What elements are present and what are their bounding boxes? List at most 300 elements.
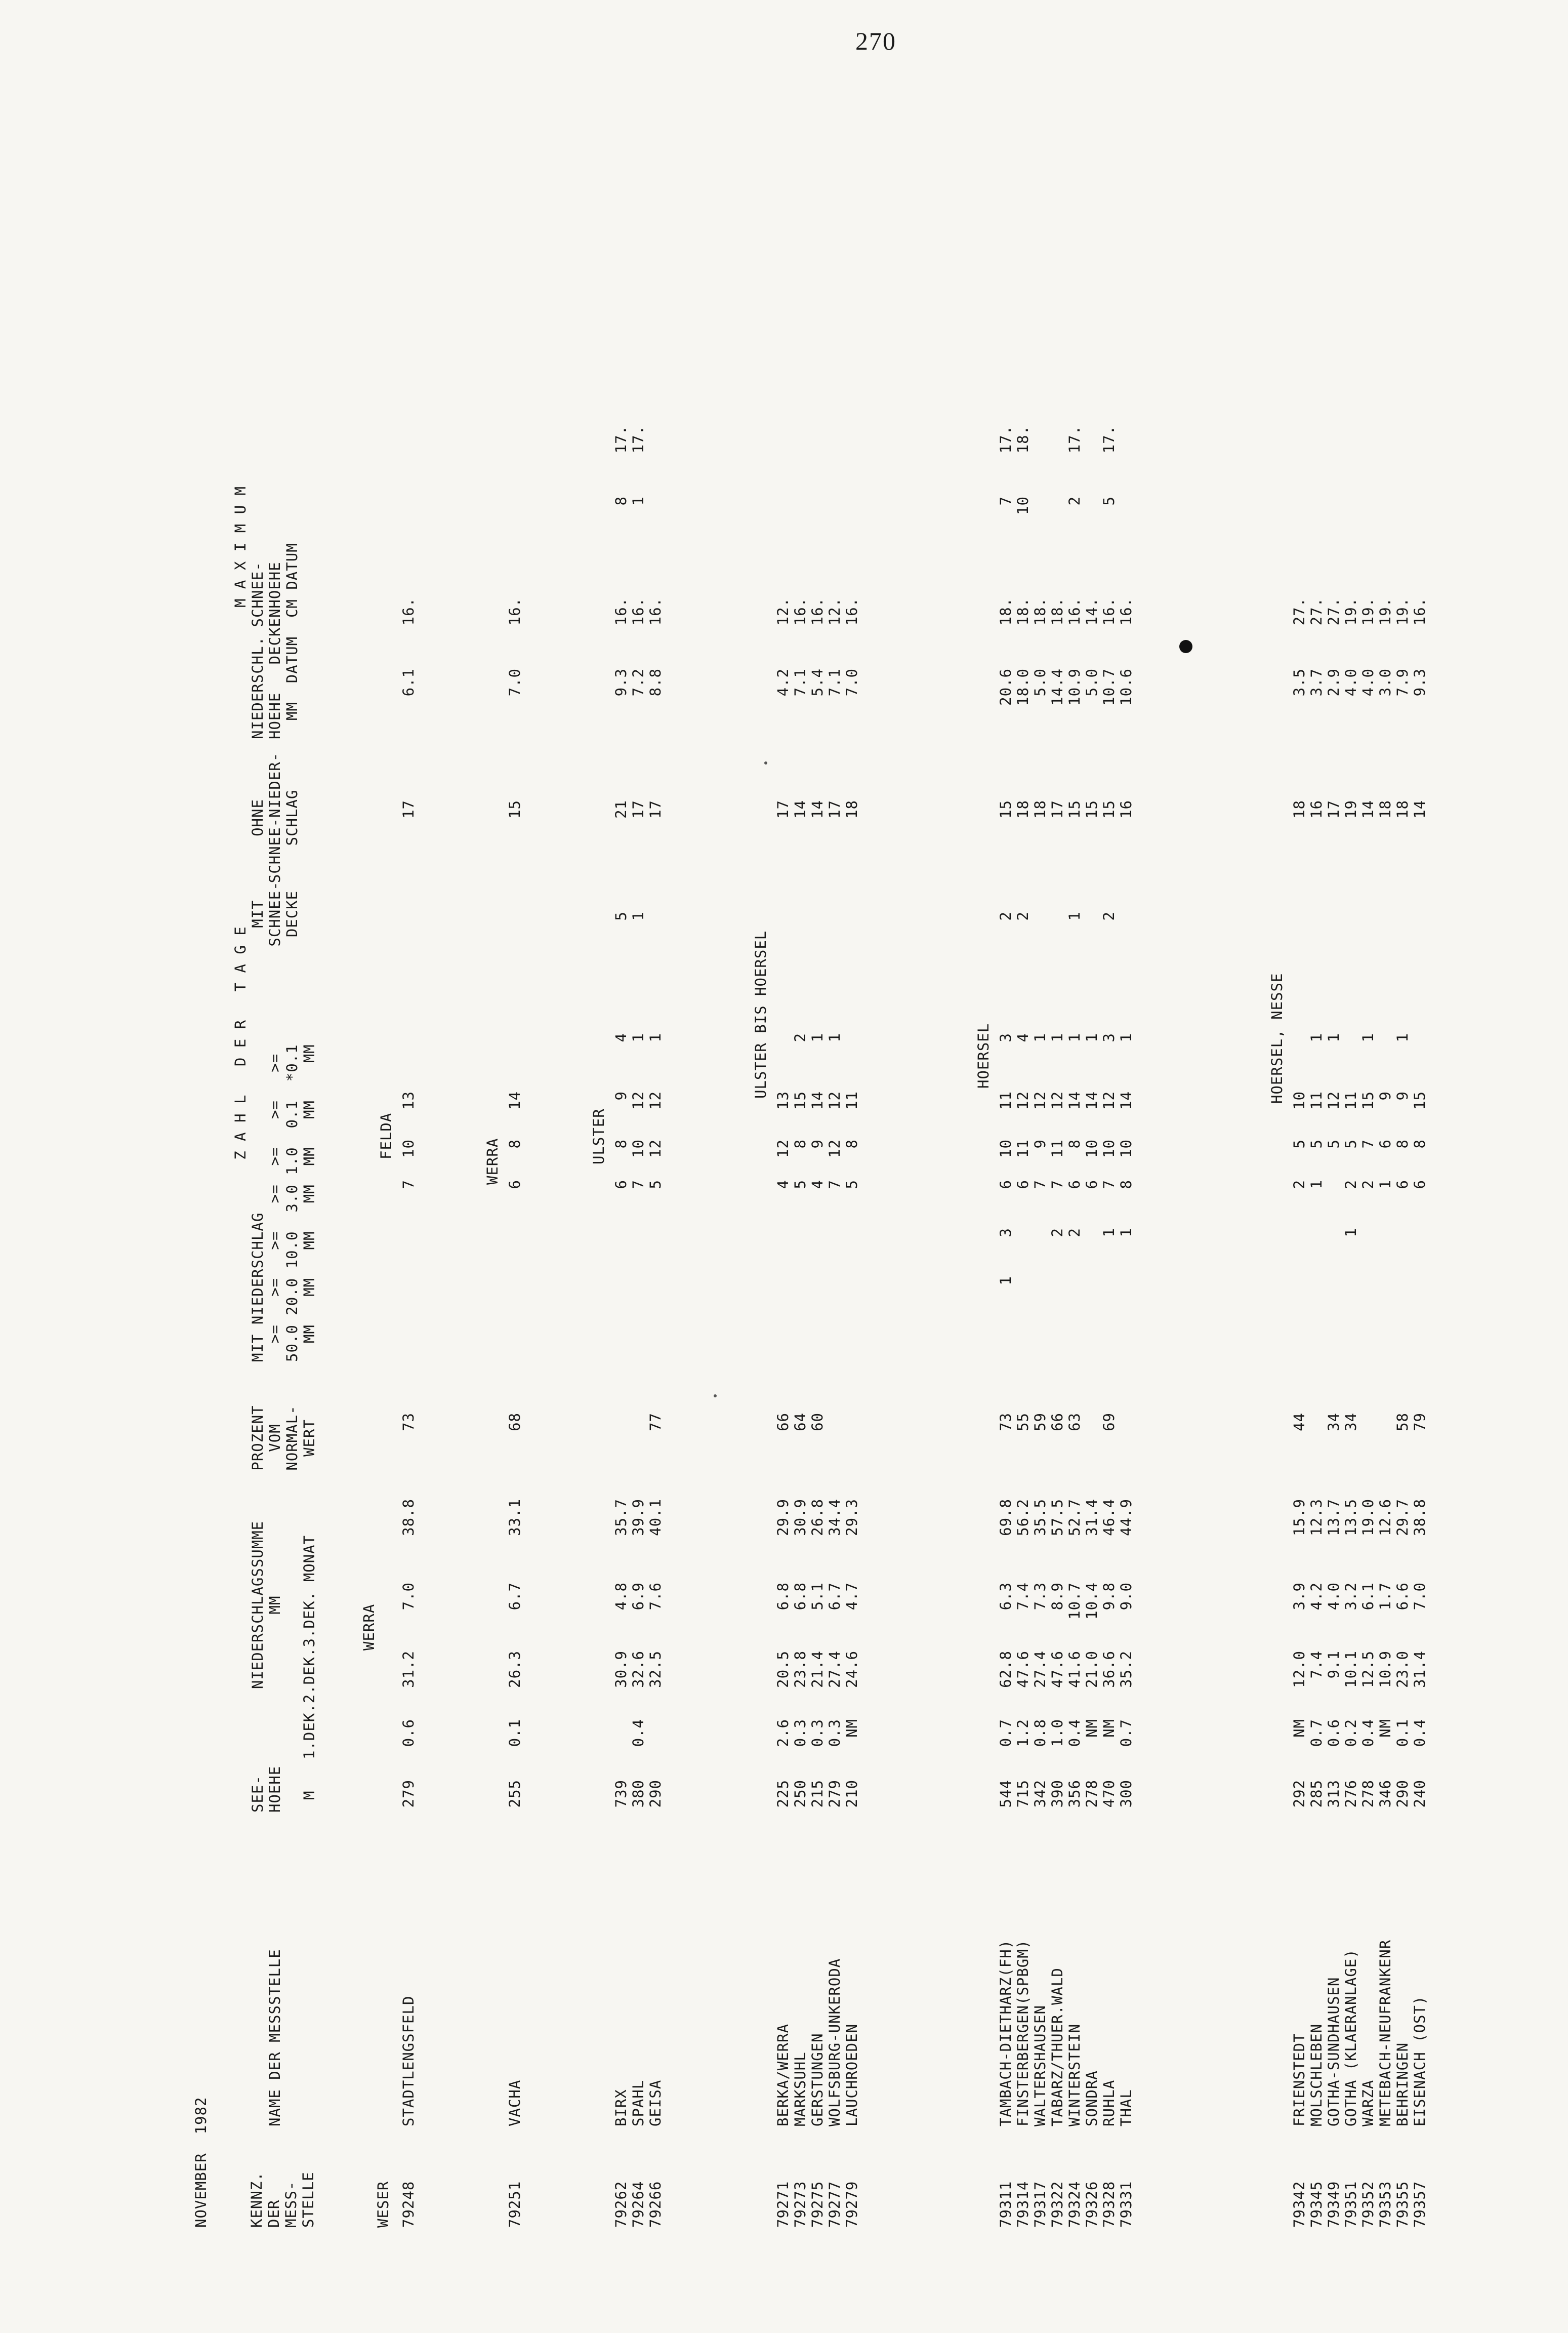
cell-hoehe: 544 <box>997 1780 1014 1808</box>
cell-d1: 0.6 <box>1325 1719 1342 1747</box>
cell-gs: 1 <box>1325 1033 1342 1042</box>
cell-name: EISENACH (OST) <box>1411 1995 1428 2126</box>
cell-name: BIRX <box>612 2089 630 2126</box>
cell-sdd: 17. <box>612 425 630 454</box>
rotated-data-table <box>157 228 1428 2233</box>
cell-ohne: 14 <box>809 800 826 819</box>
cell-prozent: 44 <box>1291 1413 1308 1431</box>
cell-g3: 7 <box>400 1180 417 1189</box>
cell-gs: 4 <box>1014 1033 1031 1042</box>
cell-g1: 8 <box>1066 1139 1083 1149</box>
cell-d1: 0.1 <box>506 1719 523 1747</box>
cell-maxmm: 3.5 <box>1291 668 1308 697</box>
cell-d3: 6.3 <box>997 1582 1014 1611</box>
cell-maxmm: 5.4 <box>809 668 826 697</box>
cell-g01: 9 <box>1394 1091 1411 1101</box>
cell-d1: 0.4 <box>1411 1719 1428 1747</box>
cell-g1: 8 <box>1394 1139 1411 1149</box>
cell-sdd: 17. <box>997 425 1014 454</box>
cell-maxmm: 7.9 <box>1394 668 1411 697</box>
scan-speck <box>764 761 767 765</box>
cell-maxd: 16. <box>1066 597 1083 626</box>
cell-prozent: 59 <box>1031 1413 1049 1431</box>
cell-d2: 24.6 <box>843 1651 860 1688</box>
cell-d3: 6.8 <box>774 1582 792 1611</box>
cell-g1: 10 <box>1100 1139 1118 1158</box>
cell-gs: 1 <box>1049 1033 1066 1042</box>
cell-id: 79342 <box>1291 2181 1308 2228</box>
cell-name: BERKA/WERRA <box>774 2023 792 2126</box>
cell-gs: 1 <box>1308 1033 1325 1042</box>
cell-gs: 3 <box>1100 1033 1118 1042</box>
cell-monat: 13.7 <box>1325 1499 1342 1536</box>
header-ohne: OHNE SCHNEE-NIEDER- SCHLAG <box>249 752 301 883</box>
cell-d3: 7.6 <box>647 1582 664 1611</box>
cell-maxd: 27. <box>1291 597 1308 626</box>
section-label: ULSTER <box>590 1108 607 1164</box>
cell-name: GERSTUNGEN <box>809 2033 826 2126</box>
cell-name: GEISA <box>647 2079 664 2126</box>
cell-g3: 2 <box>1359 1180 1377 1189</box>
cell-ohne: 18 <box>1291 800 1308 819</box>
cell-g1: 5 <box>1342 1139 1359 1149</box>
cell-gs: 1 <box>1083 1033 1100 1042</box>
cell-g10: 1 <box>1342 1228 1359 1237</box>
cell-g1: 6 <box>1377 1139 1394 1149</box>
cell-d1: 1.0 <box>1049 1719 1066 1747</box>
cell-g01: 12 <box>1031 1091 1049 1110</box>
cell-id: 79349 <box>1325 2181 1342 2228</box>
cell-d1: NM <box>1100 1719 1118 1738</box>
cell-g1: 5 <box>1291 1139 1308 1149</box>
cell-prozent: 77 <box>647 1413 664 1431</box>
cell-hoehe: 290 <box>647 1780 664 1808</box>
cell-g1: 7 <box>1359 1139 1377 1149</box>
cell-id: 79262 <box>612 2181 630 2228</box>
cell-hoehe: 278 <box>1359 1780 1377 1808</box>
cell-monat: 35.5 <box>1031 1499 1049 1536</box>
cell-g01: 9 <box>1377 1091 1394 1101</box>
cell-ohne: 15 <box>1100 800 1118 819</box>
section-label: HOERSEL, NESSE <box>1268 973 1286 1104</box>
cell-d2: 21.4 <box>809 1651 826 1688</box>
cell-g01: 14 <box>506 1091 523 1110</box>
cell-g01: 12 <box>1049 1091 1066 1110</box>
cell-id: 79271 <box>774 2181 792 2228</box>
cell-g1: 5 <box>1308 1139 1325 1149</box>
cell-hoehe: 346 <box>1377 1780 1394 1808</box>
cell-g01: 14 <box>1118 1091 1135 1110</box>
cell-id: 79324 <box>1066 2181 1083 2228</box>
cell-maxd: 19. <box>1342 597 1359 626</box>
cell-hoehe: 285 <box>1308 1780 1325 1808</box>
cell-d3: 8.9 <box>1049 1582 1066 1611</box>
cell-d2: 10.1 <box>1342 1651 1359 1688</box>
cell-ohne: 14 <box>1359 800 1377 819</box>
cell-g3: 6 <box>1014 1180 1031 1189</box>
cell-g3: 2 <box>1291 1180 1308 1189</box>
cell-hoehe: 300 <box>1118 1780 1135 1808</box>
cell-ohne: 17 <box>826 800 843 819</box>
cell-monat: 29.3 <box>843 1499 860 1536</box>
cell-g01: 11 <box>1342 1091 1359 1110</box>
cell-monat: 12.6 <box>1377 1499 1394 1536</box>
cell-g3: 6 <box>997 1180 1014 1189</box>
cell-name: BEHRINGEN <box>1394 2042 1411 2126</box>
cell-maxd: 18. <box>1049 597 1066 626</box>
cell-maxmm: 20.6 <box>997 668 1014 706</box>
cell-g3: 7 <box>1100 1180 1118 1189</box>
header-mit-niederschlag: MIT NIEDERSCHLAG <box>249 1212 266 1362</box>
cell-maxmm: 2.9 <box>1325 668 1342 697</box>
header-max-sub: NIEDERSCHL. SCHNEE- HOEHE DECKENHOEHE MM DATUM CM DATUM <box>249 543 301 739</box>
cell-id: 79279 <box>843 2181 860 2228</box>
cell-d3: 6.8 <box>792 1582 809 1611</box>
cell-d3: 6.7 <box>506 1582 523 1611</box>
cell-g3: 6 <box>1066 1180 1083 1189</box>
cell-maxmm: 18.0 <box>1014 668 1031 706</box>
cell-schnee: 1 <box>1066 911 1083 921</box>
cell-gs: 1 <box>1394 1033 1411 1042</box>
cell-maxmm: 4.2 <box>774 668 792 697</box>
cell-g3: 6 <box>1083 1180 1100 1189</box>
cell-prozent: 66 <box>1049 1413 1066 1431</box>
cell-monat: 26.8 <box>809 1499 826 1536</box>
cell-d3: 4.0 <box>1325 1582 1342 1611</box>
cell-id: 79331 <box>1118 2181 1135 2228</box>
period-label: NOVEMBER 1982 <box>192 2097 210 2228</box>
cell-d3: 3.9 <box>1291 1582 1308 1611</box>
cell-d3: 4.8 <box>612 1582 630 1611</box>
cell-hoehe: 313 <box>1325 1780 1342 1808</box>
cell-g1: 12 <box>647 1139 664 1158</box>
cell-maxd: 16. <box>612 597 630 626</box>
cell-g3: 5 <box>792 1180 809 1189</box>
cell-g1: 5 <box>1325 1139 1342 1149</box>
header-mit-schnee: MIT SCHNEE- DECKE <box>249 881 301 947</box>
cell-maxd: 14. <box>1083 597 1100 626</box>
cell-g01: 13 <box>774 1091 792 1110</box>
cell-ohne: 19 <box>1342 800 1359 819</box>
cell-d3: 7.3 <box>1031 1582 1049 1611</box>
cell-g20: 1 <box>997 1276 1014 1285</box>
cell-maxmm: 10.6 <box>1118 668 1135 706</box>
cell-maxd: 19. <box>1359 597 1377 626</box>
header-seehoehe-unit: M <box>301 1790 318 1800</box>
cell-sdd: 18. <box>1014 425 1031 454</box>
cell-g3: 6 <box>612 1180 630 1189</box>
cell-gs: 1 <box>826 1033 843 1042</box>
cell-d3: 3.2 <box>1342 1582 1359 1611</box>
cell-d3: 9.0 <box>1118 1582 1135 1611</box>
cell-prozent: 58 <box>1394 1413 1411 1431</box>
cell-name: WINTERSTEIN <box>1066 2023 1083 2126</box>
cell-d2: 47.6 <box>1049 1651 1066 1688</box>
cell-d1: NM <box>1083 1719 1100 1738</box>
cell-gs: 1 <box>630 1033 647 1042</box>
cell-monat: 29.7 <box>1394 1499 1411 1536</box>
cell-name: METEBACH-NEUFRANKENR <box>1377 1939 1394 2126</box>
cell-maxd: 16. <box>1411 597 1428 626</box>
cell-d2: 26.3 <box>506 1651 523 1688</box>
cell-g01: 12 <box>1014 1091 1031 1110</box>
cell-name: SPAHL <box>630 2079 647 2126</box>
cell-d2: 12.0 <box>1291 1651 1308 1688</box>
cell-g01: 12 <box>630 1091 647 1110</box>
cell-g1: 9 <box>809 1139 826 1149</box>
cell-monat: 69.8 <box>997 1499 1014 1536</box>
header-dekaden: 1.DEK.2.DEK.3.DEK. MONAT <box>301 1535 318 1759</box>
section-label: WERRA <box>484 1138 501 1185</box>
cell-hoehe: 250 <box>792 1780 809 1808</box>
cell-maxd: 19. <box>1394 597 1411 626</box>
cell-sdd: 17. <box>1100 425 1118 454</box>
cell-hoehe: 390 <box>1049 1780 1066 1808</box>
cell-sdcm: 1 <box>630 496 647 506</box>
cell-ohne: 15 <box>1066 800 1083 819</box>
cell-hoehe: 279 <box>400 1780 417 1808</box>
cell-ohne: 17 <box>1049 800 1066 819</box>
cell-id: 79275 <box>809 2181 826 2228</box>
cell-d1: 0.3 <box>826 1719 843 1747</box>
cell-d3: 10.7 <box>1066 1582 1083 1620</box>
cell-monat: 40.1 <box>647 1499 664 1536</box>
cell-g3: 1 <box>1377 1180 1394 1189</box>
cell-name: STADTLENGSFELD <box>400 1995 417 2126</box>
cell-monat: 44.9 <box>1118 1499 1135 1536</box>
cell-gs: 1 <box>1066 1033 1083 1042</box>
cell-ohne: 17 <box>647 800 664 819</box>
cell-d1: 0.8 <box>1031 1719 1049 1747</box>
cell-g10: 3 <box>997 1228 1014 1237</box>
cell-g01: 10 <box>1291 1091 1308 1110</box>
cell-d3: 7.0 <box>1411 1582 1428 1611</box>
cell-maxd: 18. <box>1014 597 1031 626</box>
cell-g1: 12 <box>774 1139 792 1158</box>
cell-name: WALTERSHAUSEN <box>1031 2005 1049 2126</box>
cell-g01: 14 <box>1066 1091 1083 1110</box>
cell-sdcm: 8 <box>612 496 630 506</box>
cell-maxmm: 7.0 <box>506 668 523 697</box>
cell-ohne: 18 <box>1394 800 1411 819</box>
cell-d2: 62.8 <box>997 1651 1014 1688</box>
cell-d1: 1.2 <box>1014 1719 1031 1747</box>
cell-g01: 12 <box>1325 1091 1342 1110</box>
cell-gs: 1 <box>647 1033 664 1042</box>
cell-d1: 0.4 <box>630 1719 647 1747</box>
cell-hoehe: 356 <box>1066 1780 1083 1808</box>
cell-prozent: 69 <box>1100 1413 1118 1431</box>
cell-maxd: 16. <box>647 597 664 626</box>
cell-ohne: 18 <box>1014 800 1031 819</box>
cell-hoehe: 715 <box>1014 1780 1031 1808</box>
cell-monat: 56.2 <box>1014 1499 1031 1536</box>
cell-d1: 0.7 <box>997 1719 1014 1747</box>
cell-prozent: 34 <box>1325 1413 1342 1431</box>
cell-g01: 14 <box>1083 1091 1100 1110</box>
cell-monat: 15.9 <box>1291 1499 1308 1536</box>
cell-schnee: 1 <box>630 911 647 921</box>
cell-maxd: 16. <box>506 597 523 626</box>
cell-maxd: 16. <box>792 597 809 626</box>
header-thresholds: >= >= >= >= >= >= >= 50.0 20.0 10.0 3.0 1.0 0.1 *0.1 MM MM MM MM MM MM MM <box>266 1044 318 1362</box>
cell-g01: 12 <box>1100 1091 1118 1110</box>
cell-g01: 11 <box>1308 1091 1325 1110</box>
cell-maxmm: 7.1 <box>792 668 809 697</box>
cell-maxmm: 5.0 <box>1083 668 1100 697</box>
cell-d3: 1.7 <box>1377 1582 1394 1611</box>
cell-prozent: 73 <box>997 1413 1014 1431</box>
cell-d3: 4.2 <box>1308 1582 1325 1611</box>
cell-d1: NM <box>1377 1719 1394 1738</box>
cell-id: 79355 <box>1394 2181 1411 2228</box>
cell-hoehe: 240 <box>1411 1780 1428 1808</box>
cell-ohne: 18 <box>843 800 860 819</box>
cell-d2: 30.9 <box>612 1651 630 1688</box>
cell-monat: 12.3 <box>1308 1499 1325 1536</box>
cell-g01: 12 <box>647 1091 664 1110</box>
cell-maxmm: 4.0 <box>1359 668 1377 697</box>
cell-hoehe: 278 <box>1083 1780 1100 1808</box>
cell-name: FRIENSTEDT <box>1291 2033 1308 2126</box>
cell-schnee: 2 <box>1014 911 1031 921</box>
cell-id: 79251 <box>506 2181 523 2228</box>
cell-maxd: 27. <box>1325 597 1342 626</box>
cell-g3: 6 <box>506 1180 523 1189</box>
cell-maxmm: 6.1 <box>400 668 417 697</box>
cell-gs: 1 <box>809 1033 826 1042</box>
cell-sdcm: 2 <box>1066 496 1083 506</box>
cell-hoehe: 380 <box>630 1780 647 1808</box>
cell-g1: 8 <box>843 1139 860 1149</box>
cell-d2: 7.4 <box>1308 1651 1325 1679</box>
cell-ohne: 17 <box>1325 800 1342 819</box>
cell-id: 79264 <box>630 2181 647 2228</box>
cell-ohne: 15 <box>1083 800 1100 819</box>
cell-g10: 1 <box>1100 1228 1118 1237</box>
cell-g1: 10 <box>630 1139 647 1158</box>
cell-maxmm: 3.7 <box>1308 668 1325 697</box>
cell-schnee: 2 <box>997 911 1014 921</box>
cell-maxmm: 7.1 <box>826 668 843 697</box>
cell-g01: 13 <box>400 1091 417 1110</box>
cell-hoehe: 292 <box>1291 1780 1308 1808</box>
header-seehoehe: SEE- HOEHE <box>249 1765 283 1813</box>
cell-d1: 2.6 <box>774 1719 792 1747</box>
cell-id: 79273 <box>792 2181 809 2228</box>
cell-d3: 6.7 <box>826 1582 843 1611</box>
cell-prozent: 68 <box>506 1413 523 1431</box>
cell-d1: 0.4 <box>1066 1719 1083 1747</box>
cell-name: VACHA <box>506 2079 523 2126</box>
cell-monat: 13.5 <box>1342 1499 1359 1536</box>
cell-maxmm: 14.4 <box>1049 668 1066 706</box>
cell-maxmm: 10.7 <box>1100 668 1118 706</box>
cell-schnee: 5 <box>612 911 630 921</box>
cell-g1: 8 <box>792 1139 809 1149</box>
cell-g01: 9 <box>612 1091 630 1101</box>
cell-g01: 12 <box>826 1091 843 1110</box>
cell-gs: 4 <box>612 1033 630 1042</box>
cell-d2: 27.4 <box>826 1651 843 1688</box>
header-name: NAME DER MESSSTELLE <box>266 1949 283 2126</box>
cell-g3: 6 <box>1411 1180 1428 1189</box>
cell-d1: NM <box>1291 1719 1308 1738</box>
cell-name: LAUCHROEDEN <box>843 2023 860 2126</box>
cell-id: 79311 <box>997 2181 1014 2228</box>
cell-d1: 0.6 <box>400 1719 417 1747</box>
cell-g10: 2 <box>1049 1228 1066 1237</box>
cell-d1: 0.2 <box>1342 1719 1359 1747</box>
header-prozent: PROZENT VOM NORMAL- WERT <box>249 1405 318 1471</box>
cell-ohne: 21 <box>612 800 630 819</box>
cell-maxd: 16. <box>843 597 860 626</box>
cell-monat: 19.0 <box>1359 1499 1377 1536</box>
header-kennz: KENNZ. DER MESS- STELLE <box>248 2171 317 2228</box>
cell-gs: 3 <box>997 1033 1014 1042</box>
cell-g3: 4 <box>774 1180 792 1189</box>
cell-name: MOLSCHLEBEN <box>1308 2023 1325 2126</box>
cell-gs: 1 <box>1118 1033 1135 1042</box>
cell-name: THAL <box>1118 2089 1135 2126</box>
cell-maxmm: 10.9 <box>1066 668 1083 706</box>
cell-g1: 9 <box>1031 1139 1049 1149</box>
cell-maxd: 12. <box>774 597 792 626</box>
cell-g01: 11 <box>997 1091 1014 1110</box>
cell-g01: 11 <box>843 1091 860 1110</box>
cell-d2: 41.6 <box>1066 1651 1083 1688</box>
cell-gs: 2 <box>792 1033 809 1042</box>
cell-d2: 32.5 <box>647 1651 664 1688</box>
cell-name: GOTHA-SUNDHAUSEN <box>1325 1977 1342 2126</box>
cell-maxd: 18. <box>997 597 1014 626</box>
scan-blot <box>1179 640 1192 653</box>
cell-d2: 9.1 <box>1325 1651 1342 1679</box>
cell-g1: 8 <box>506 1139 523 1149</box>
cell-maxd: 12. <box>826 597 843 626</box>
cell-id: 79317 <box>1031 2181 1049 2228</box>
section-label: HOERSEL <box>975 1023 992 1089</box>
cell-maxmm: 8.8 <box>647 668 664 697</box>
river-basin-label: WESER <box>375 2181 392 2228</box>
cell-maxd: 27. <box>1308 597 1325 626</box>
cell-maxd: 16. <box>809 597 826 626</box>
cell-name: TAMBACH-DIETHARZ(FH) <box>997 1939 1014 2126</box>
cell-d2: 47.6 <box>1014 1651 1031 1688</box>
cell-name: WARZA <box>1359 2079 1377 2126</box>
cell-g1: 11 <box>1014 1139 1031 1158</box>
cell-monat: 39.9 <box>630 1499 647 1536</box>
cell-d3: 7.0 <box>400 1582 417 1611</box>
cell-hoehe: 255 <box>506 1780 523 1808</box>
cell-g3: 8 <box>1118 1180 1135 1189</box>
cell-d3: 6.9 <box>630 1582 647 1611</box>
cell-d3: 6.1 <box>1359 1582 1377 1611</box>
section-label: ULSTER BIS HOERSEL <box>752 930 769 1099</box>
cell-ohne: 18 <box>1031 800 1049 819</box>
cell-ohne: 17 <box>774 800 792 819</box>
cell-monat: 52.7 <box>1066 1499 1083 1536</box>
cell-sdcm: 7 <box>997 496 1014 506</box>
cell-g01: 14 <box>809 1091 826 1110</box>
cell-hoehe: 739 <box>612 1780 630 1808</box>
cell-id: 79353 <box>1377 2181 1394 2228</box>
cell-g10: 1 <box>1118 1228 1135 1237</box>
section-sublabel: WERRA <box>360 1603 378 1651</box>
cell-g1: 8 <box>1411 1139 1428 1149</box>
cell-g1: 12 <box>826 1139 843 1158</box>
cell-g3: 5 <box>647 1180 664 1189</box>
